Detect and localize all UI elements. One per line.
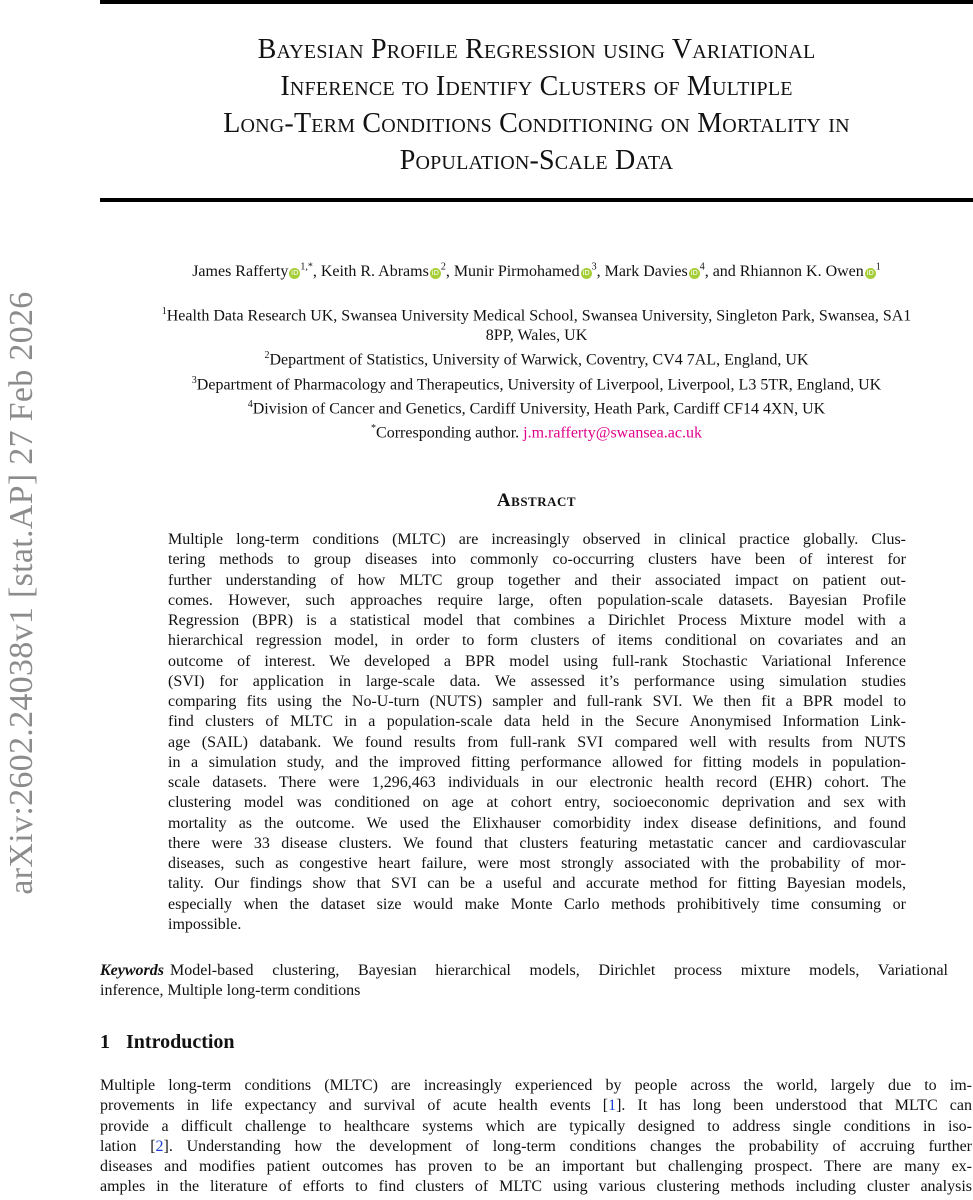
abstract-line: (SVI) for application in large-scale data. We assessed it’s performance using simulation studies: [168, 672, 906, 690]
abstract-line: clustering model was conditioned on age at cohort entry, socioeconomic deprivation and sex with: [168, 794, 906, 812]
paper-title: [100, 31, 973, 179]
author-affiliation-mark: 4: [699, 262, 705, 273]
corresponding-mark: *: [371, 423, 377, 435]
body-text: lation [: [100, 1137, 156, 1155]
author-separator: , and: [704, 263, 740, 281]
abstract-line: comparing fits using the No-U-turn (NUTS) sampler and full-rank SVI. We then fit a BPR model to: [168, 693, 906, 710]
abstract-line: Multiple long-term conditions (MLTC) are increasingly observed in clinical practice globally. Clus-: [168, 531, 906, 548]
abstract-line: find clusters of MLTC in a population-scale data held in the Secure Anonymised Information Link-: [168, 713, 906, 731]
section-number: 1: [100, 1031, 110, 1053]
author-name: Rhiannon K. Owen: [739, 263, 864, 281]
citation-link[interactable]: 2: [155, 1137, 164, 1155]
abstract-line: especially when the dataset size would make Monte Carlo methods prohibitively time consuming or: [168, 895, 906, 913]
title-rule-top: [100, 0, 973, 4]
keywords-line: [100, 961, 948, 981]
abstract-line: there were 33 disease clusters. We found that clusters featuring metastatic cancer and cardiovascular: [168, 834, 906, 852]
orcid-icon[interactable]: iD: [866, 269, 874, 278]
body-text: ]. Understanding how the development of long-term conditions changes the probability of accruing further: [163, 1137, 972, 1155]
section-heading-introduction: [100, 1031, 235, 1054]
affiliation-mark: 2: [264, 350, 270, 362]
abstract-line: tality. Our findings show that SVI can be a useful and accurate method for fitting Bayesian models,: [168, 875, 906, 893]
body-line: provide a difficult challenge to healthcare systems which are typically designed to address single conditions in iso-: [100, 1117, 972, 1135]
corresponding-author: [100, 419, 973, 443]
body-line: diseases and modifies patient outcomes has proven to be an important but challenging prospect. There are many ex-: [100, 1158, 972, 1176]
keywords-text: Model-based clustering, Bayesian hierarchical models, Dirichlet process mixture models, Variational: [170, 962, 948, 979]
abstract-line: in a simulation study, and the improved fitting performance allowed for fitting models in population-: [168, 753, 906, 771]
author-affiliation-mark: 3: [591, 262, 597, 273]
body-text: ]. It has long been understood that MLTC can: [616, 1097, 972, 1115]
title-line: Population-Scale Data: [399, 145, 674, 176]
title-line: Inference to Identify Clusters of Multiple: [280, 71, 793, 102]
abstract-line: hierarchical regression model, in order to form clusters of items conditional on covariates and an: [168, 632, 906, 650]
orcid-icon[interactable]: iD: [690, 269, 698, 278]
affiliation-text: Department of Statistics, University of Warwick, Coventry, CV4 7AL, England, UK: [269, 351, 809, 369]
body-line: [100, 1137, 972, 1157]
affiliation-text: Department of Pharmacology and Therapeutics, University of Liverpool, Liverpool, L3 5TR, England, UK: [196, 375, 882, 393]
author-separator: ,: [596, 263, 605, 281]
body-line: amples in the literature of efforts to find clusters of MLTC using various clustering methods including cluster analysis: [100, 1178, 972, 1196]
body-text: provements in life expectancy and survival of acute health events [: [100, 1097, 609, 1115]
affiliation-mark: 1: [161, 306, 167, 317]
affiliation-mark: 4: [247, 398, 253, 410]
affiliation: [100, 302, 973, 326]
title-line: Bayesian Profile Regression using Variational: [257, 34, 816, 65]
keywords-label: Keywords: [100, 962, 164, 979]
affiliation: [100, 346, 973, 370]
introduction-body: [100, 1076, 972, 1198]
abstract-line: impossible.: [168, 915, 242, 933]
author: [321, 263, 454, 280]
author-affiliation-mark: 1: [875, 262, 881, 273]
author: [454, 263, 605, 280]
body-line: [100, 1096, 972, 1116]
corresponding-label: Corresponding author.: [376, 424, 520, 442]
email-link[interactable]: j.m.rafferty@swansea.ac.uk: [523, 424, 702, 442]
arxiv-identifier-stamp: arXiv:2602.24038v1 [stat.AP] 27 Feb 2026: [3, 291, 40, 895]
author-name: Munir Pirmohamed: [453, 263, 580, 281]
abstract-heading: Abstract: [496, 490, 577, 511]
affiliation-text: Health Data Research UK, Swansea University Medical School, Swansea University, Singleton Park, Swansea, SA1: [166, 307, 912, 325]
abstract-line: further understanding of how MLTC group together and their associated impact on patient out-: [168, 571, 906, 589]
affiliation-continuation: 8PP, Wales, UK: [485, 327, 588, 345]
author-list: [100, 262, 973, 281]
orcid-icon[interactable]: iD: [582, 269, 590, 278]
abstract-line: Regression (BPR) is a statistical model that combines a Dirichlet Process Mixture model with a: [168, 612, 906, 629]
affiliations: [100, 302, 973, 444]
author-separator: ,: [312, 263, 321, 281]
title-rule-bottom: [100, 198, 973, 202]
author: [192, 263, 321, 280]
section-title: Introduction: [126, 1031, 235, 1053]
author-name: James Rafferty: [192, 263, 289, 281]
keywords-block: [100, 961, 948, 1001]
orcid-icon[interactable]: iD: [291, 269, 299, 278]
keywords-line: inference, Multiple long-term conditions: [100, 982, 361, 999]
abstract-line: scale datasets. There were 1,296,463 individuals in our electronic health record (EHR) cohort. The: [168, 774, 906, 791]
abstract-line: age (SAIL) databank. We found results from full-rank SVI compared well with results from NUTS: [168, 733, 906, 751]
abstract-line: outcome of interest. We developed a BPR model using full-rank Stochastic Variational Inference: [168, 652, 906, 670]
abstract-body: [168, 530, 906, 935]
title-line: Long-Term Conditions Conditioning on Mortality in: [223, 108, 850, 139]
author-name: Keith R. Abrams: [320, 263, 429, 281]
abstract-line: tering methods to group diseases into commonly co-occurring clusters have been of interest for: [168, 551, 906, 569]
affiliation: [100, 395, 973, 419]
author-name: Mark Davies: [604, 263, 688, 281]
body-line: Multiple long-term conditions (MLTC) are increasingly experienced by people across the world, largely due to im-: [100, 1077, 972, 1094]
abstract-line: mortality as the outcome. We used the Elixhauser comorbidity index disease definitions, and found: [168, 814, 906, 832]
author: [605, 263, 740, 280]
abstract-line: diseases, such as congestive heart failure, were most strongly associated with the probability of mor-: [168, 855, 906, 872]
author-affiliation-mark: 2: [440, 262, 446, 273]
author: [740, 263, 881, 280]
author-separator: ,: [445, 263, 454, 281]
abstract-line: comes. However, such approaches require large, often population-scale datasets. Bayesian Profile: [168, 591, 906, 609]
author-affiliation-mark: 1,*: [300, 262, 313, 273]
citation-link[interactable]: 1: [608, 1097, 617, 1115]
affiliation-mark: 3: [191, 374, 197, 386]
orcid-icon[interactable]: iD: [431, 269, 439, 278]
affiliation: [100, 371, 973, 395]
affiliation-text: Division of Cancer and Genetics, Cardiff University, Heath Park, Cardiff CF14 4XN, UK: [252, 400, 826, 418]
